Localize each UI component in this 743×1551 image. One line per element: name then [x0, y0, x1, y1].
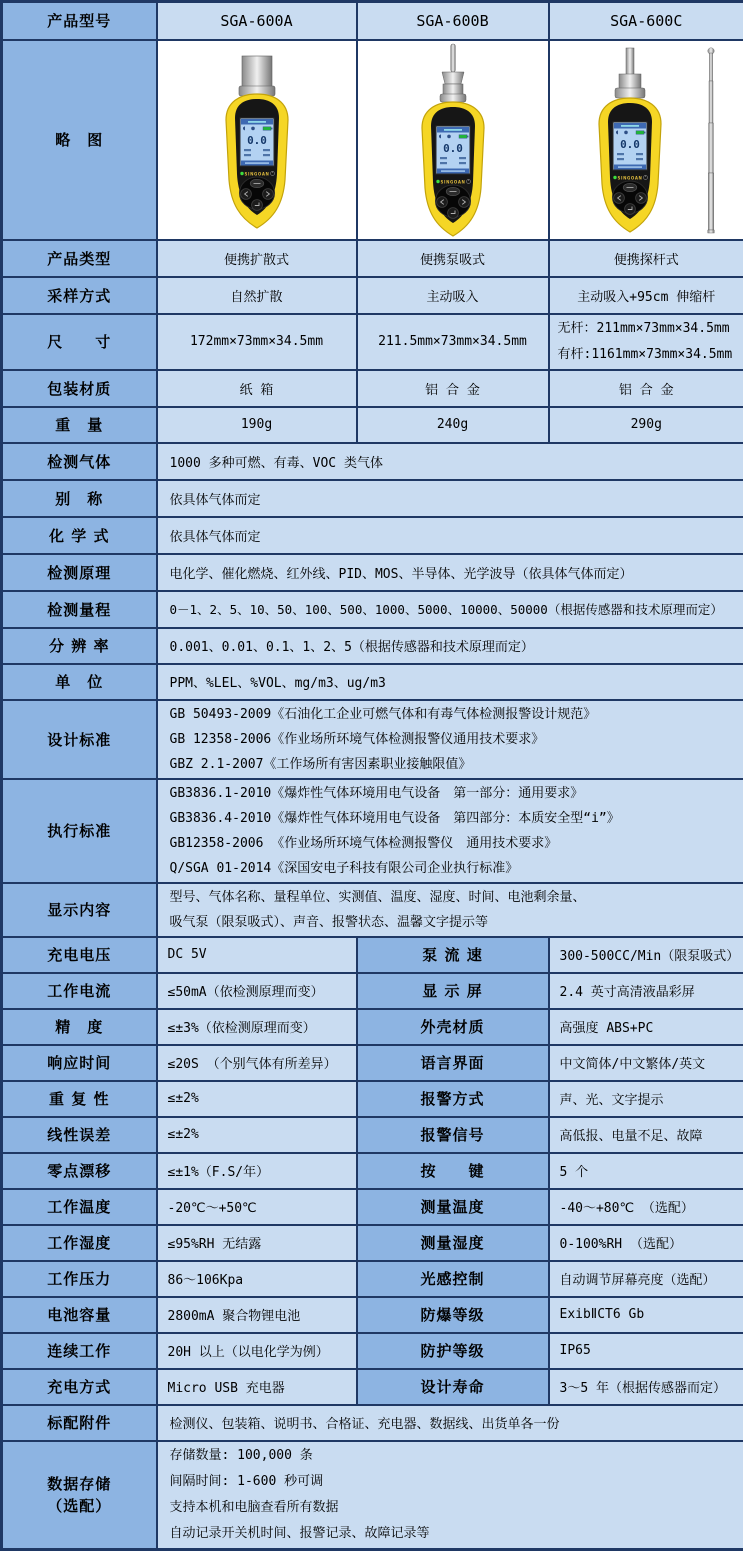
brand-label: SINGOAN [440, 179, 465, 184]
spec-value: GB3836.1-2010《爆炸性气体环境用电气设备 第一部分：通用要求》 GB3836.4-2010《爆炸性气体环境用电气设备 第四部分：本质安全型“i”》 GB12358-2006 《作业场所环境气体检测报警仪 通用技术要求》 Q/SGA 01-2014《深国安电子科技有限公司企业执行标准》 [157, 779, 743, 883]
model-name-b: SGA-600B [357, 2, 549, 40]
table-row [2, 1441, 743, 1550]
spec-value: 型号、气体名称、量程单位、实测值、温度、湿度、时间、电池剩余量、 吸气泵（限泵吸式）、声音、报警状态、温馨文字提示等 [157, 883, 743, 937]
table-row [2, 883, 743, 937]
spec-value: 0－1、2、5、10、50、100、500、1000、5000、10000、50000（根据传感器和技术原理而定） [157, 591, 743, 628]
spec-label: 显示内容 [2, 883, 157, 937]
spec-label: 设计寿命 [357, 1369, 549, 1405]
spec-label: 标配附件 [2, 1405, 157, 1441]
spec-label: 采样方式 [2, 277, 157, 314]
device-photo-cell-b [357, 40, 549, 240]
spec-value: 纸 箱 [157, 370, 357, 407]
spec-label-sketch: 略 图 [2, 40, 157, 240]
spec-label: 工作湿度 [2, 1225, 157, 1261]
device-body [422, 102, 484, 236]
device-photo-cell-c [549, 40, 743, 240]
spec-value: 高强度 ABS+PC [549, 1009, 743, 1045]
table-row [2, 240, 743, 277]
lcd-screen [436, 126, 470, 174]
spec-label: 报警信号 [357, 1117, 549, 1153]
spec-label: 充电电压 [2, 937, 157, 973]
spec-label: 检测量程 [2, 591, 157, 628]
spec-label: 显 示 屏 [357, 973, 549, 1009]
model-name-c: SGA-600C [549, 2, 743, 40]
spec-value: DC 5V [157, 937, 357, 973]
spec-value: 2800mA 聚合物锂电池 [157, 1297, 357, 1333]
table-row [2, 591, 743, 628]
table-row [2, 1297, 743, 1333]
status-led [436, 179, 439, 182]
spec-value: 自动调节屏幕亮度（选配） [549, 1261, 743, 1297]
spec-value: 86～106Kpa [157, 1261, 357, 1297]
spec-value: ≤±3%（依检测原理而变） [157, 1009, 357, 1045]
enter-button [447, 207, 458, 218]
spec-value: ≤20S （个别气体有所差异） [157, 1045, 357, 1081]
spec-value: 便携探杆式 [549, 240, 743, 277]
device-illustration-b [358, 42, 548, 238]
spec-value: 2.4 英寸高清液晶彩屏 [549, 973, 743, 1009]
spec-value: 1000 多种可燃、有毒、VOC 类气体 [157, 443, 743, 480]
spec-value: 声、光、文字提示 [549, 1081, 743, 1117]
spec-value: 290g [549, 407, 743, 443]
screen-reading: 0.0 [443, 142, 463, 155]
battery-icon [263, 126, 271, 129]
table-row [2, 779, 743, 883]
table-row [2, 1045, 743, 1081]
screen-reading: 0.0 [247, 134, 267, 147]
spec-value: ExibⅡCT6 Gb [549, 1297, 743, 1333]
right-button [458, 196, 469, 207]
right-button [262, 188, 273, 199]
status-led [614, 175, 617, 178]
spec-label: 防护等级 [357, 1333, 549, 1369]
probe-head-icon [615, 48, 645, 98]
spec-value: 190g [157, 407, 357, 443]
spec-label: 语言界面 [357, 1045, 549, 1081]
device-body [226, 94, 288, 228]
table-row [2, 628, 743, 664]
lcd-screen [240, 118, 274, 166]
spec-label: 分 辨 率 [2, 628, 157, 664]
table-row [2, 1153, 743, 1189]
spec-value: 0-100%RH （选配） [549, 1225, 743, 1261]
table-row [2, 1225, 743, 1261]
fan-icon [447, 134, 451, 138]
spec-label: 按 键 [357, 1153, 549, 1189]
device-body [599, 98, 661, 232]
spec-label: 响应时间 [2, 1045, 157, 1081]
battery-icon [459, 134, 467, 137]
table-row [2, 517, 743, 554]
table-row [2, 1261, 743, 1297]
fan-icon [251, 126, 255, 130]
brand-label: SINGOAN [244, 171, 269, 176]
spec-label: 别 称 [2, 480, 157, 517]
spec-value: 自然扩散 [157, 277, 357, 314]
spec-label: 测量湿度 [357, 1225, 549, 1261]
status-led [240, 171, 243, 174]
table-row [2, 700, 743, 779]
telescopic-rod-icon [708, 47, 714, 232]
pump-probe-icon [440, 44, 466, 102]
spec-value: Micro USB 充电器 [157, 1369, 357, 1405]
spec-value: 240g [357, 407, 549, 443]
model-name-a: SGA-600A [157, 2, 357, 40]
spec-value: 依具体气体而定 [157, 517, 743, 554]
spec-value: 便携泵吸式 [357, 240, 549, 277]
table-row [2, 407, 743, 443]
table-row [2, 480, 743, 517]
spec-label: 工作温度 [2, 1189, 157, 1225]
spec-value: -40～+80℃ （选配） [549, 1189, 743, 1225]
spec-value: 无杆：211mm×73mm×34.5mm 有杆:1161mm×73mm×34.5mm [549, 314, 743, 370]
table-row [2, 664, 743, 700]
battery-icon [636, 130, 644, 133]
spec-value: 5 个 [549, 1153, 743, 1189]
table-row [2, 1081, 743, 1117]
screen-reading: 0.0 [620, 138, 640, 151]
left-button [240, 188, 251, 199]
spec-label: 执行标准 [2, 779, 157, 883]
spec-value: 3～5 年（根据传感器而定） [549, 1369, 743, 1405]
table-row [2, 1333, 743, 1369]
col-header-product-model: 产品型号 [2, 2, 157, 40]
sketch-row [2, 40, 743, 240]
spec-label: 检测原理 [2, 554, 157, 591]
spec-value: 依具体气体而定 [157, 480, 743, 517]
spec-label: 外壳材质 [357, 1009, 549, 1045]
spec-value: 172mm×73mm×34.5mm [157, 314, 357, 370]
spec-value: 检测仪、包装箱、说明书、合格证、充电器、数据线、出货单各一份 [157, 1405, 743, 1441]
spec-label: 光感控制 [357, 1261, 549, 1297]
spec-label: 充电方式 [2, 1369, 157, 1405]
spec-label: 检测气体 [2, 443, 157, 480]
table-row [2, 443, 743, 480]
spec-value: 主动吸入 [357, 277, 549, 314]
spec-value: GB 50493-2009《石油化工企业可燃气体和有毒气体检测报警设计规范》 GB 12358-2006《作业场所环境气体检测报警仪通用技术要求》 GBZ 2.1-2007《工作场所有害因素职业接触限值》 [157, 700, 743, 779]
spec-label: 数据存储 （选配） [2, 1441, 157, 1550]
spec-label: 工作电流 [2, 973, 157, 1009]
spec-label: 线性误差 [2, 1117, 157, 1153]
header-row [2, 2, 743, 40]
spec-value: ≤50mA（依检测原理而变） [157, 973, 357, 1009]
spec-value: 存储数量: 100,000 条 间隔时间: 1-600 秒可调 支持本机和电脑查看所有数据 自动记录开关机时间、报警记录、故障记录等 [157, 1441, 743, 1550]
brand-label: SINGOAN [618, 175, 643, 180]
spec-label: 产品类型 [2, 240, 157, 277]
right-button [636, 192, 647, 203]
lcd-screen [613, 122, 647, 170]
spec-value: 主动吸入+95cm 伸缩杆 [549, 277, 743, 314]
table-row [2, 1189, 743, 1225]
table-row [2, 277, 743, 314]
spec-label: 尺 寸 [2, 314, 157, 370]
spec-value: 20H 以上（以电化学为例） [157, 1333, 357, 1369]
spec-label: 化 学 式 [2, 517, 157, 554]
spec-label: 泵 流 速 [357, 937, 549, 973]
table-row [2, 1405, 743, 1441]
spec-label: 重 复 性 [2, 1081, 157, 1117]
spec-value: 0.001、0.01、0.1、1、2、5（根据传感器和技术原理而定） [157, 628, 743, 664]
enter-button [251, 199, 262, 210]
spec-label: 防爆等级 [357, 1297, 549, 1333]
spec-value: ≤±2% [157, 1117, 357, 1153]
enter-button [625, 203, 636, 214]
left-button [614, 192, 625, 203]
spec-label: 精 度 [2, 1009, 157, 1045]
device-photo-cell-a [157, 40, 357, 240]
spec-label: 单 位 [2, 664, 157, 700]
spec-value: 211.5mm×73mm×34.5mm [357, 314, 549, 370]
table-row [2, 370, 743, 407]
spec-label: 包装材质 [2, 370, 157, 407]
spec-label: 零点漂移 [2, 1153, 157, 1189]
spec-value: ≤±1%（F.S/年） [157, 1153, 357, 1189]
spec-value: ≤±2% [157, 1081, 357, 1117]
spec-value: PPM、%LEL、%VOL、mg/m3、ug/m3 [157, 664, 743, 700]
spec-label: 测量温度 [357, 1189, 549, 1225]
table-row [2, 973, 743, 1009]
table-row [2, 1369, 743, 1405]
spec-value: -20℃～+50℃ [157, 1189, 357, 1225]
table-row [2, 1117, 743, 1153]
fan-icon [624, 130, 628, 134]
spec-value: 中文简体/中文繁体/英文 [549, 1045, 743, 1081]
spec-value: 300-500CC/Min（限泵吸式） [549, 937, 743, 973]
table-row [2, 937, 743, 973]
spec-label: 报警方式 [357, 1081, 549, 1117]
device-illustration-a [162, 42, 352, 238]
spec-value: 便携扩散式 [157, 240, 357, 277]
spec-value: 高低报、电量不足、故障 [549, 1117, 743, 1153]
table-row [2, 314, 743, 370]
spec-value: ≤95%RH 无结露 [157, 1225, 357, 1261]
spec-value: 电化学、催化燃烧、红外线、PID、MOS、半导体、光学波导（依具体气体而定） [157, 554, 743, 591]
table-row [2, 554, 743, 591]
spec-label: 设计标准 [2, 700, 157, 779]
spec-value: 铝 合 金 [549, 370, 743, 407]
spec-label: 连续工作 [2, 1333, 157, 1369]
spec-label: 电池容量 [2, 1297, 157, 1333]
sensor-head-icon [239, 56, 275, 96]
left-button [436, 196, 447, 207]
device-illustration-c [551, 42, 741, 238]
spec-label: 工作压力 [2, 1261, 157, 1297]
spec-value: IP65 [549, 1333, 743, 1369]
spec-label: 重 量 [2, 407, 157, 443]
table-row [2, 1009, 743, 1045]
spec-value: 铝 合 金 [357, 370, 549, 407]
